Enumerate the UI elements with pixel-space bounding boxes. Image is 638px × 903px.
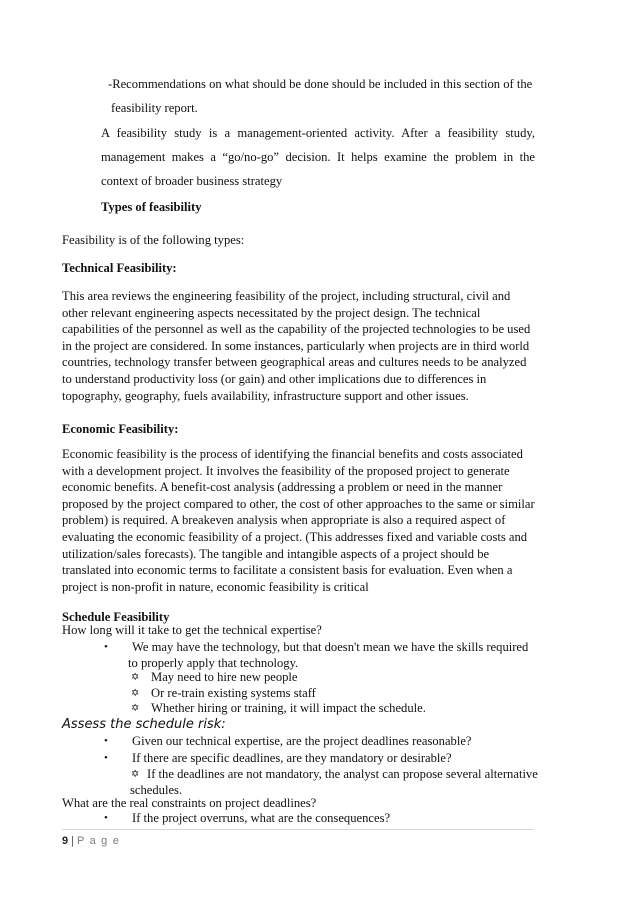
technical-line: to understand productivity loss (or gain) and other implications due to differences in — [62, 371, 487, 386]
page-number: 9 — [62, 835, 69, 847]
star-of-david-icon: ✡ — [131, 769, 140, 780]
recommendations-line-2: feasibility report. — [111, 101, 198, 115]
risk-heading: Assess the schedule risk: — [62, 717, 226, 732]
schedule-sub-item — [131, 686, 531, 702]
economic-paragraph — [62, 446, 542, 595]
technical-line: topography, geography, fuels availability, infrastructure support and other issues. — [62, 388, 469, 403]
economic-line: proposed by the project compared to other, the cost of other approaches to the same or similar — [62, 496, 535, 511]
economic-line: utilization/sales forecasts). The tangible and intangible aspects of a project should be — [62, 546, 490, 561]
schedule-bullet-1-line-1: We may have the technology, but that doesn't mean we have the skills required — [132, 640, 529, 654]
technical-line: other relevant engineering aspects necessitated by the project design. The technical — [62, 305, 481, 320]
types-heading: Types of feasibility — [101, 200, 202, 214]
economic-line: evaluating the economic feasibility of a project. (This addresses fixed and variable costs and — [62, 529, 528, 544]
bullet-icon: • — [104, 751, 108, 764]
risk-bullet-2 — [104, 751, 544, 767]
recommendations-line-1: -Recommendations on what should be done should be included in this section of the — [108, 77, 533, 91]
technical-line: capabilities of the personnel as well as the capability of the projected technologies to be used — [62, 322, 531, 337]
risk-sub-line-1: If the deadlines are not mandatory, the analyst can propose several alternative — [147, 767, 538, 781]
schedule-heading: Schedule Feasibility — [62, 610, 170, 624]
risk-bullet-list — [104, 734, 544, 766]
intro-paragraph — [101, 121, 535, 193]
schedule-sub-item-text: Whether hiring or training, it will impact the schedule. — [151, 701, 426, 716]
technical-heading: Technical Feasibility: — [62, 261, 177, 275]
schedule-bullet-1-line-2: to properly apply that technology. — [128, 655, 299, 670]
technical-paragraph — [62, 288, 542, 404]
schedule-sub-item — [131, 670, 531, 686]
economic-line: project is non-profit in nature, economic feasibility is critical — [62, 579, 369, 594]
recommendations-note — [108, 72, 548, 120]
technical-line: in the project are considered. In some instances, particularly when projects are in third world — [62, 338, 530, 353]
star-of-david-icon: ✡ — [131, 672, 140, 683]
schedule-sub-list — [131, 670, 531, 717]
page-footer — [62, 833, 120, 849]
economic-line: with a development project. It involves the feasibility of the proposed project to generate — [62, 463, 510, 478]
bullet-icon: • — [104, 735, 108, 747]
intro-line-3: context of broader business strategy — [101, 174, 283, 188]
risk-bullet-3-text: If the project overruns, what are the consequences? — [132, 811, 391, 825]
economic-line: problem) is required. A breakeven analysis when appropriate is also a required aspect of — [62, 513, 506, 528]
economic-line: translated into economic terms to facilitate a consistent basis for evaluation. Even when a — [62, 563, 513, 578]
star-of-david-icon: ✡ — [131, 703, 140, 715]
intro-line-1: A feasibility study is a management-oriented activity. After a feasibility study, — [101, 126, 535, 140]
technical-line: This area reviews the engineering feasibility of the project, including structural, civil and — [62, 289, 511, 303]
risk-bullet-1-text: Given our technical expertise, are the project deadlines reasonable? — [132, 734, 472, 748]
schedule-sub-item-text: May need to hire new people — [151, 670, 298, 684]
risk-bullet-3 — [104, 811, 544, 827]
types-intro: Feasibility is of the following types: — [62, 233, 245, 247]
footer-divider — [62, 829, 534, 830]
risk-sub-line-2: schedules. — [130, 782, 183, 797]
intro-line-2: management makes a “go/no-go” decision. It helps examine the problem in the — [101, 150, 535, 164]
constraints-question: What are the real constraints on project deadlines? — [62, 796, 317, 810]
schedule-question: How long will it take to get the technical expertise? — [62, 623, 322, 637]
technical-line: countries, technology transfer between geographical areas and cultures needs to be analyzed — [62, 355, 527, 370]
economic-heading: Economic Feasibility: — [62, 422, 179, 436]
risk-bullet-1 — [104, 734, 544, 750]
bullet-icon: • — [104, 641, 108, 653]
risk-bullet-2-text: If there are specific deadlines, are they mandatory or desirable? — [132, 750, 452, 765]
economic-line: Economic feasibility is the process of identifying the financial benefits and costs associated — [62, 447, 523, 461]
economic-line: economic benefits. A benefit-cost analysis (addressing a problem or need in the manner — [62, 480, 503, 495]
schedule-sub-item-text: Or re-train existing systems staff — [151, 685, 316, 700]
page-label: P a g e — [76, 835, 121, 847]
risk-sub-item — [131, 767, 541, 798]
schedule-sub-item — [131, 701, 531, 717]
footer-separator: | — [71, 835, 74, 847]
star-of-david-icon: ✡ — [131, 687, 140, 699]
bullet-icon: • — [104, 812, 108, 824]
schedule-bullet-1 — [104, 640, 544, 671]
